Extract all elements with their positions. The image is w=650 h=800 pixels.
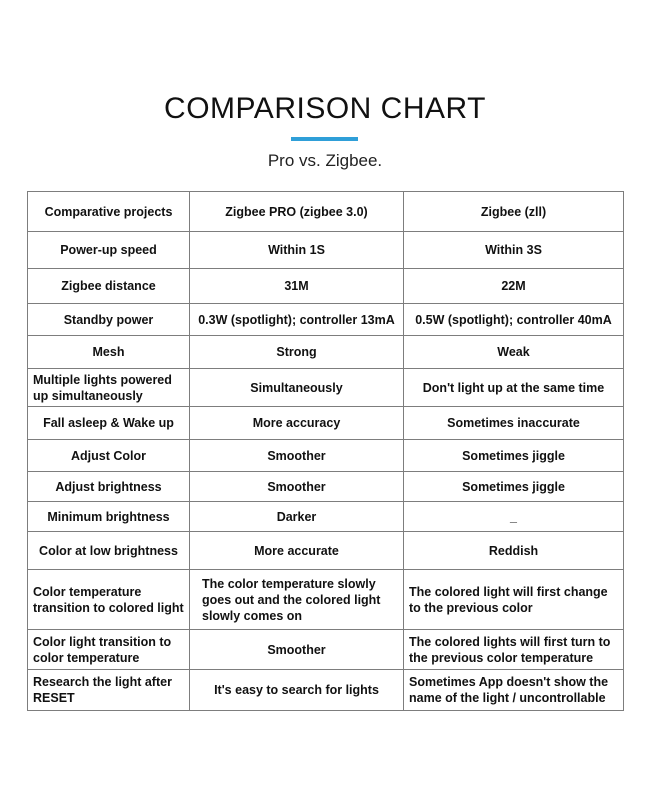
table-row [28, 532, 624, 570]
row-pro-value: More accuracy [190, 407, 404, 440]
row-zll-value: Don't light up at the same time [404, 369, 624, 407]
row-zll-value: Sometimes jiggle [404, 472, 624, 502]
column-header-zigbee-zll: Zigbee (zll) [404, 192, 624, 232]
table-row [28, 630, 624, 670]
table-row [28, 232, 624, 269]
row-zll-value: Weak [404, 336, 624, 369]
table-row [28, 369, 624, 407]
row-feature: Color light transition to color temperature [28, 630, 190, 670]
row-zll-value: Sometimes inaccurate [404, 407, 624, 440]
row-feature: Color at low brightness [28, 532, 190, 570]
row-feature: Minimum brightness [28, 502, 190, 532]
table-row [28, 570, 624, 630]
comparison-table [27, 191, 624, 711]
row-pro-value: The color temperature slowly goes out and the colored light slowly comes on [190, 570, 404, 630]
row-feature: Research the light after RESET [28, 670, 190, 711]
row-feature: Adjust brightness [28, 472, 190, 502]
page-title: COMPARISON CHART [164, 92, 486, 125]
table-row [28, 472, 624, 502]
table-row [28, 407, 624, 440]
row-feature: Power-up speed [28, 232, 190, 269]
row-pro-value: 31M [190, 269, 404, 304]
row-zll-value: _ [404, 502, 624, 532]
title-accent-bar [291, 137, 358, 141]
row-zll-value: 0.5W (spotlight); controller 40mA [404, 304, 624, 336]
row-feature: Mesh [28, 336, 190, 369]
column-header-zigbee-pro: Zigbee PRO (zigbee 3.0) [190, 192, 404, 232]
row-feature: Color temperature transition to colored light [28, 570, 190, 630]
row-pro-value: Darker [190, 502, 404, 532]
row-pro-value: Smoother [190, 472, 404, 502]
table-row [28, 336, 624, 369]
row-pro-value: Simultaneously [190, 369, 404, 407]
row-zll-value: The colored lights will first turn to the previous color temperature [404, 630, 624, 670]
row-pro-value: Strong [190, 336, 404, 369]
table-header-row [28, 192, 624, 232]
row-feature: Zigbee distance [28, 269, 190, 304]
table-row [28, 440, 624, 472]
row-pro-value: More accurate [190, 532, 404, 570]
row-pro-value: 0.3W (spotlight); controller 13mA [190, 304, 404, 336]
row-pro-value: It's easy to search for lights [190, 670, 404, 711]
row-feature: Multiple lights powered up simultaneously [28, 369, 190, 407]
row-zll-value: 22M [404, 269, 624, 304]
row-pro-value: Within 1S [190, 232, 404, 269]
page-subtitle: Pro vs. Zigbee. [267, 151, 383, 170]
table-row [28, 502, 624, 532]
row-zll-value: Sometimes App doesn't show the name of the light / uncontrollable [404, 670, 624, 711]
row-feature: Adjust Color [28, 440, 190, 472]
row-feature: Fall asleep & Wake up [28, 407, 190, 440]
column-header-feature: Comparative projects [28, 192, 190, 232]
table-row [28, 670, 624, 711]
row-pro-value: Smoother [190, 440, 404, 472]
row-feature: Standby power [28, 304, 190, 336]
row-zll-value: Sometimes jiggle [404, 440, 624, 472]
row-zll-value: Reddish [404, 532, 624, 570]
table-row [28, 304, 624, 336]
row-zll-value: The colored light will first change to the previous color [404, 570, 624, 630]
table-row [28, 269, 624, 304]
row-zll-value: Within 3S [404, 232, 624, 269]
row-pro-value: Smoother [190, 630, 404, 670]
